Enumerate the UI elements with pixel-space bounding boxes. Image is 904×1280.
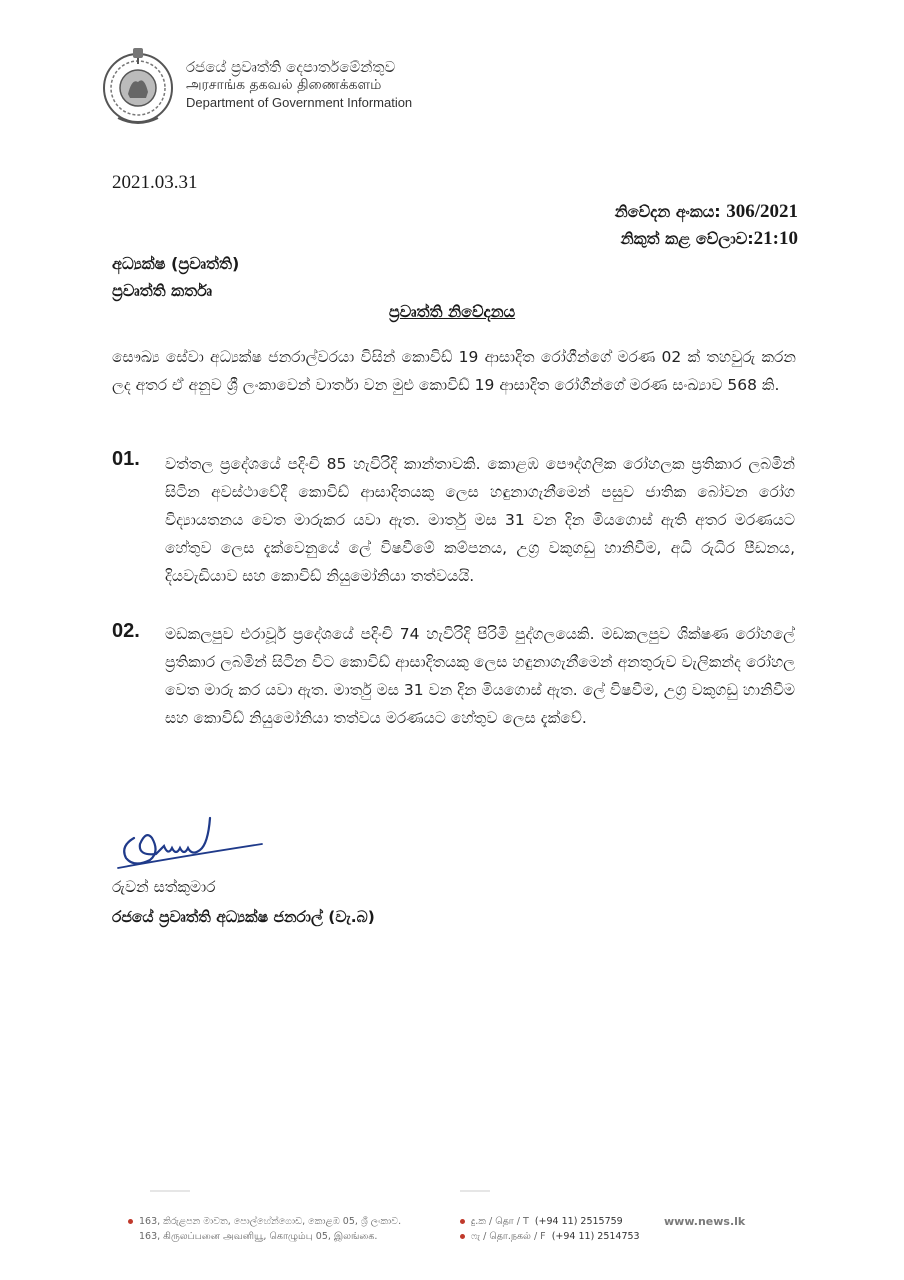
release-number-label: නිවේදන අංකය:: [614, 202, 727, 221]
issue-time-label: නිකුත් කළ වේලාව:: [620, 229, 754, 248]
sri-lanka-emblem-icon: [100, 44, 176, 126]
telephone-number: (+94 11) 2515759: [534, 1216, 623, 1227]
fax-bullet-icon: [460, 1234, 465, 1239]
item-number-2: 02.: [112, 620, 140, 642]
sender-line-2: ප්‍රවෘත්ති කර්තෘ: [112, 281, 213, 300]
release-number-line: [615, 198, 798, 225]
fax-number: (+94 11) 2514753: [551, 1231, 640, 1242]
phone-bullet-icon: [460, 1219, 465, 1224]
footer-website: www.news.lk: [664, 1215, 746, 1228]
signer-name: රුවන් සත්කුමාර: [112, 878, 216, 896]
letterhead-sinhala: රජයේ ප්‍රවෘත්ති දෙපාර්තමේන්තුව: [186, 58, 396, 76]
signature: [112, 808, 272, 878]
document-title-text: ප්‍රවෘත්ති නිවේදනය: [388, 302, 516, 321]
sender-block: [112, 250, 239, 304]
footer-address-tamil: 163, கிருலப்பனை அவனியூ, கொழும்பு 05, இலங்கை.: [139, 1231, 378, 1242]
signoff-block: [112, 872, 375, 932]
letterhead-text: [186, 58, 412, 111]
fax-label: ෆැ / தொ.நகல் / F: [471, 1231, 546, 1242]
signer-title: රජයේ ප්‍රවෘත්ති අධ්‍යක්ෂ ජනරාල් (වැ.බ): [112, 908, 375, 926]
document-title: [0, 302, 904, 322]
footer-telephone: [460, 1214, 640, 1229]
letterhead-tamil: அரசாங்க தகவல் திணைக்களம்: [186, 77, 382, 93]
release-number: 306/2021: [726, 201, 798, 222]
footer-fax: [460, 1229, 640, 1244]
item-number-1: 01.: [112, 448, 140, 470]
government-emblem: [100, 44, 176, 126]
signature-icon: [112, 808, 272, 878]
item-text-2: මඩකලපුව එරාවූර් ප්‍රදේශයේ පදිංචි 74 හැවිරිදි පිරිමි පුද්ගලයෙකි. මඩකලපුව ශික්ෂණ රෝහලේ ප්‍රතිකාර ලබමින් සිටින විට කොවිඩ් ආසාදිතයකු ලෙස හඳුනාගැනීමෙන් අනතුරුව වැලිකන්ද රෝහල වෙත මාරු කර යවා ඇත. මාර්තු මස 31 වන දින මියගොස් ඇත. ලේ විෂවීම, උග්‍ර වකුගඩු හානිවීම සහ කොවිඩ් නියුමෝනියා තත්වය මරණයට හේතුව ලෙස දැක්වේ.: [165, 625, 795, 727]
issue-time-line: [615, 225, 798, 252]
release-date: 2021.03.31: [112, 172, 198, 193]
sender-line-1: අධ්‍යක්ෂ (ප්‍රවෘත්ති): [112, 254, 240, 273]
footer-address-sinhala: 163, කිරුළපන මාවත, පොල්හේන්ගොඩ, කොළඹ 05, ශ්‍රී ලංකාව.: [128, 1214, 401, 1229]
item-text-1: වත්තල ප්‍රදේශයේ පදිංචි 85 හැවිරිදි කාන්තාවකි. කොළඹ පෞද්ගලික රෝහලක ප්‍රතිකාර ලබමින් සිටින අවස්ථාවේදී කොවිඩ් ආසාදිතයකු ලෙස හඳුනාගැනීමෙන් පසුව ජාතික බෝවන රෝග විද්‍යායතනය වෙත මාරුකර යවා ඇත. මාර්තු මස 31 වන දින මියගොස් ඇති අතර මරණයට හේතුව ලෙස දැක්වෙනුයේ ලේ විෂවීමේ කම්පනය, උග්‍ර වකුගඩු හානිවීම, අධි රුධිර පීඩනය, දියවැඩියාව සහ කොවිඩ් නියුමෝනියා තත්වයයි.: [165, 455, 795, 585]
footer-address: [128, 1214, 401, 1244]
bullet-icon: [128, 1219, 133, 1224]
intro-paragraph: සෞඛ්‍ය සේවා අධ්‍යක්ෂ ජනරාල්වරයා විසින් කොවිඩ් 19 ආසාදිත රෝගීන්ගේ මරණ 02 ක් තහවුරු කරන ලද අතර ඒ අනුව ශ්‍රී ලංකාවෙන් වාර්තා වන මුළු කොවිඩ් 19 ආසාදිත රෝගීන්ගේ මරණ සංඛ්‍යාව 568 කි.: [112, 348, 796, 394]
telephone-label: දු.ක / தொ / T: [471, 1216, 529, 1227]
footer-contacts: [460, 1214, 640, 1244]
issue-time: 21:10: [753, 228, 798, 249]
reference-block: [615, 198, 798, 252]
letterhead-english: Department of Government Information: [186, 95, 413, 110]
